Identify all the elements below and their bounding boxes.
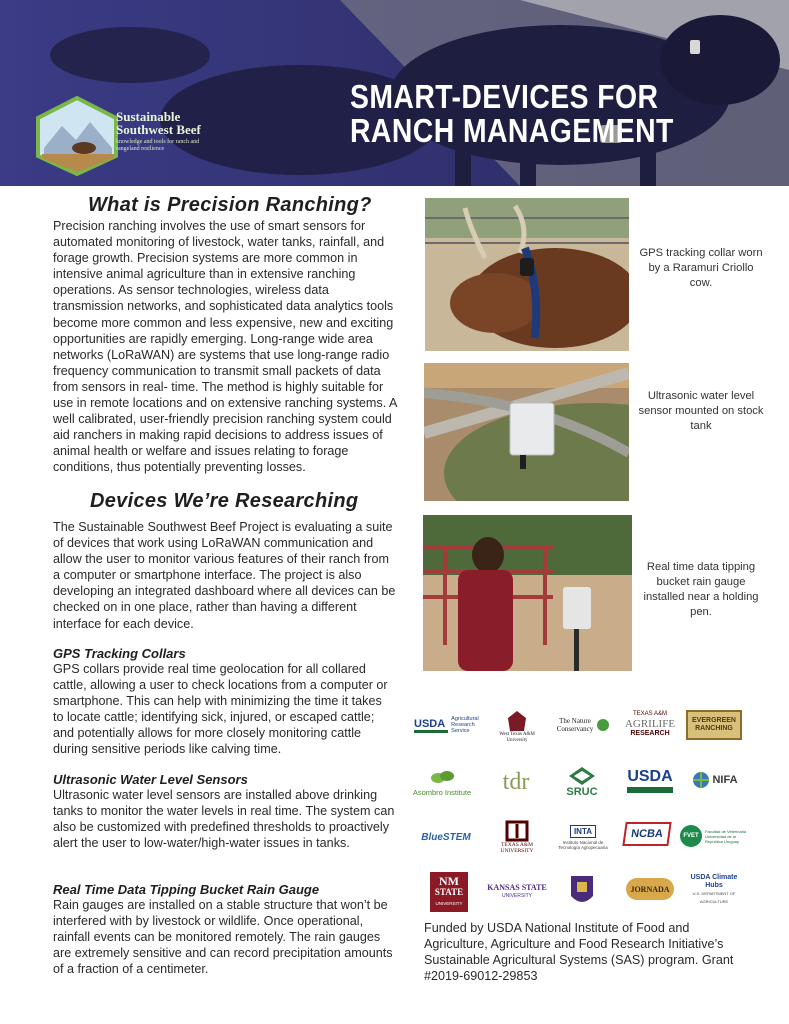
bluestem-logo — [418, 826, 474, 848]
nature-conservancy-text: The Nature Conservancy — [556, 717, 594, 733]
tamu-emblem-icon — [505, 820, 529, 842]
gps-heading: GPS Tracking Collars — [53, 646, 186, 661]
evergreen-text: EVERGREEN RANCHING — [692, 717, 736, 732]
usda-ars-sub: Agricultural Research Service — [451, 716, 479, 734]
usda-ars-logo — [414, 712, 484, 738]
logo-name-line2: Southwest Beef — [116, 122, 201, 137]
nmsu-line1: NM — [439, 873, 459, 888]
header-banner — [0, 0, 789, 186]
nmsu-line3: UNIVERSITY — [435, 900, 463, 906]
sruc-text: SRUC — [566, 786, 598, 798]
kstate-sub: UNIVERSITY — [501, 893, 532, 899]
climate-hubs-logo — [682, 874, 746, 904]
jornada-logo — [626, 878, 674, 900]
asombro-logo — [400, 764, 484, 800]
ncba-logo — [622, 822, 671, 846]
sprout-icon — [430, 768, 454, 788]
wtamu-text: West Texas A&M University — [499, 732, 535, 743]
devices-heading: Devices We’re Researching — [90, 490, 359, 512]
tdr-logo — [492, 764, 540, 800]
crest-logo — [568, 872, 596, 912]
funding-statement: Funded by USDA National Institute of Food and Agriculture, Agriculture and Food Research Initiative’s Sustainable Agricultural Systems (SAS) program. Grant #2019-69012-29853 — [424, 921, 734, 983]
title-line-1: SMART-DEVICES FOR — [350, 78, 659, 115]
tamu-text: TEXAS A&M UNIVERSITY — [500, 842, 534, 854]
water-body: Ultrasonic water level sensors are installed above drinking tanks to monitor the water levels in real time. The system can also be customized with predefined thresholds to proactively alert the user to low-water/high-water issues in tanks. — [53, 788, 395, 851]
usda-logo — [624, 764, 676, 796]
logo-tagline: knowledge and tools for ranch and rangeland resilience — [116, 139, 200, 152]
agrilife-logo — [620, 708, 680, 740]
kansas-state-logo — [484, 880, 550, 904]
fvet-badge-icon — [680, 825, 702, 847]
inta-logo — [558, 818, 608, 856]
ncba-text: NCBA — [630, 828, 664, 840]
inta-sub: Instituto Nacional de Tecnología Agropecuaria — [558, 839, 608, 850]
sruc-logo — [558, 762, 606, 802]
precision-heading: What is Precision Ranching? — [88, 194, 372, 216]
fvet-logo — [680, 822, 750, 850]
rain-gauge-photo — [423, 515, 632, 671]
gps-collar-photo — [425, 198, 629, 351]
bluestem-text: BlueSTEM — [421, 831, 471, 843]
nmsu-logo — [430, 872, 468, 912]
sensor-caption: Ultrasonic water level sensor mounted on stock tank — [638, 390, 764, 432]
wtamu-logo — [492, 706, 542, 748]
collar-caption: GPS tracking collar worn by a Raramuri Criollo cow. — [639, 247, 763, 289]
precision-body: Precision ranching involves the use of smart sensors for automated monitoring of livestock, water tanks, rainfall, and forage growth. Precision systems are more common in intensive animal agriculture than in extensive ranching operations. As sensor technologies, wireless data transmission networks, and sophisticated data analytics tools become more common and less expensive, new and exciting opportunities are rapidly emerging. Long-range wide area networks (LoRaWAN) are systems that use long-range radio frequency communication to transmit small packets of data from sensors in real- time. The method is highly suitable for use in remote locations and on extensive ranching systems. A well calibrated, user-friendly precision ranching system could aid ranchers in making rapid decisions to address issues of animal health or welfare and issues relating to forage conditions, thus potentially preventing losses. — [53, 219, 397, 475]
logo-name-line1: Sustainable — [116, 109, 181, 124]
sustainable-southwest-beef-logo — [32, 96, 122, 176]
water-heading: Ultrasonic Water Level Sensors — [53, 772, 248, 787]
globe-icon — [692, 771, 710, 789]
title-line-2: RANCH MANAGEMENT — [350, 112, 674, 149]
kstate-text: KANSAS STATE — [487, 883, 547, 892]
nmsu-line2: STATE — [434, 886, 464, 897]
nifa-logo — [690, 764, 740, 796]
jornada-text: JORNADA — [630, 884, 670, 894]
usda-text: USDA — [627, 767, 673, 785]
fvet-sub: Facultad de Veterinaria Universidad de la República Uruguay — [705, 828, 747, 844]
nature-conservancy-logo — [552, 714, 612, 736]
texas-am-logo — [490, 818, 544, 856]
gps-body: GPS collars provide real time geolocation for all collared cattle, allowing a user to check locations from a computer or smartphone. This can help with minimizing the time it takes to locate cattle; identifying sick, injured, or escaped cattle; and potentially allows for more closely monitoring cattle during sensitive periods like calving time. — [53, 662, 388, 757]
water-sensor-photo — [424, 363, 629, 501]
agrilife-mid: AGRILIFE — [624, 718, 676, 730]
nifa-text: NIFA — [712, 774, 738, 786]
usda-swoosh — [627, 787, 673, 793]
rain-body: Rain gauges are installed on a stable structure that won’t be interfered with by livestock or wildlife. Once operational, rainfall events can be monitored remotely. The rain gauges are extremely sensitive and can record precipitation amounts of a fraction of a centimeter. — [53, 898, 393, 977]
leaf-icon — [596, 718, 610, 732]
agrilife-bot: RESEARCH — [630, 730, 670, 737]
climatehubs-sub: U.S. DEPARTMENT OF AGRICULTURE — [692, 891, 736, 904]
wtamu-emblem-icon — [507, 710, 527, 732]
rain-heading: Real Time Data Tipping Bucket Rain Gauge — [53, 882, 320, 897]
asombro-text: Asombro Institute — [412, 787, 472, 797]
page-title — [350, 80, 674, 148]
agrilife-top: TEXAS A&M — [632, 711, 667, 717]
gauge-caption: Real time data tipping bucket rain gauge installed near a holding pen. — [643, 561, 759, 618]
fvet-text: FVET — [683, 833, 699, 839]
usda-ars-mark: USDA — [414, 718, 448, 733]
inta-text: INTA — [570, 825, 596, 838]
evergreen-ranching-logo — [686, 710, 742, 740]
logo-text — [116, 110, 206, 153]
sruc-emblem-icon — [568, 766, 596, 786]
climatehubs-text: USDA Climate Hubs — [690, 874, 738, 889]
tdr-text: tdr — [502, 768, 530, 795]
devices-body: The Sustainable Southwest Beef Project is evaluating a suite of devices that work using LoRaWAN communication and allow the user to monitor various features of their ranch from a computer or smartphone interface. The project is also developing an integrated dashboard where all devices can be checked on in one place, rather than having a different interface for each device. — [53, 520, 396, 631]
university-crest-icon — [569, 874, 595, 910]
